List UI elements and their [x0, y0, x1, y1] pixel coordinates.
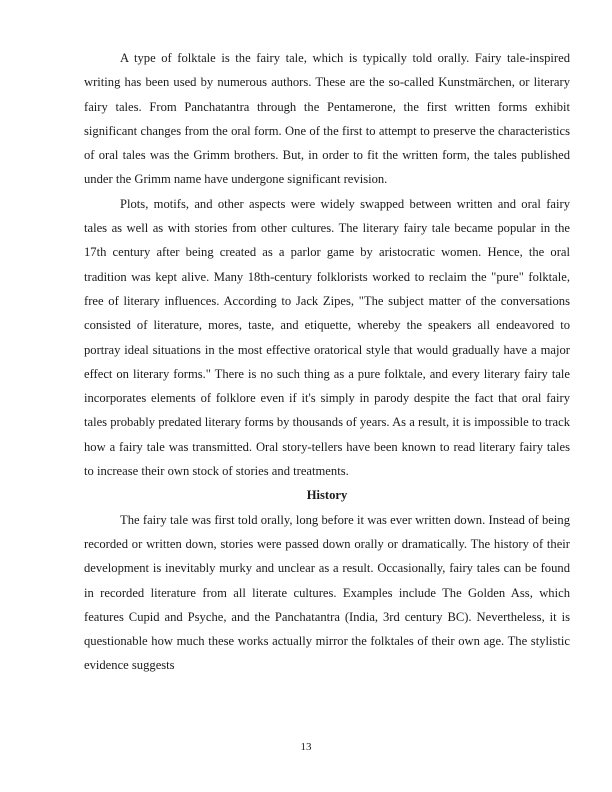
section-heading-history: History	[306, 488, 348, 503]
paragraph-history: The fairy tale was first told orally, long before it was ever written down. Instead of being recorded or written down, stories were passed down orally or dramatically. The history of their development is inevitably murky and unclear as a result. Occasionally, fairy tales can be found in recorded literature from all literate cultures. Examples include The Golden Ass, which features Cupid and Psyche, and the Panchatantra (India, 3rd century BC). Nevertheless, it is questionable how much these works actually mirror the folktales of their own age. The stylistic evidence suggests	[84, 512, 570, 673]
page-number: 13	[300, 741, 312, 753]
paragraph-oral-literary-exchange: Plots, motifs, and other aspects were widely swapped between written and oral fairy tales as well as with stories from other cultures. The literary fairy tale became popular in the 17th century after being created as a parlor game by aristocratic women. Hence, the oral tradition was kept alive. Many 18th-century folklorists worked to reclaim the "pure" folktale, free of literary influences. According to Jack Zipes, "The subject matter of the conversations consisted of literature, mores, taste, and etiquette, whereby the speakers all endeavored to portray ideal situations in the most effective oratorical style that would gradually have a major effect on literary forms." There is no such thing as a pure folktale, and every literary fairy tale incorporates elements of folklore even if it's simply in parody despite the fact that oral fairy tales probably predated literary forms by thousands of years. As a result, it is impossible to track how a fairy tale was transmitted. Oral story-tellers have been known to read literary fairy tales to increase their own stock of stories and treatments.	[84, 196, 570, 479]
paragraph-folktale-intro: A type of folktale is the fairy tale, which is typically told orally. Fairy tale-inspired writing has been used by numerous authors. These are the so-called Kunstmärchen, or literary fairy tales. From Panchatantra through the Pentamerone, the first written forms exhibit significant changes from the oral form. One of the first to attempt to preserve the characteristics of oral tales was the Grimm brothers. But, in order to fit the written form, the tales published under the Grimm name have undergone significant revision.	[84, 51, 570, 187]
body-text	[84, 46, 570, 678]
